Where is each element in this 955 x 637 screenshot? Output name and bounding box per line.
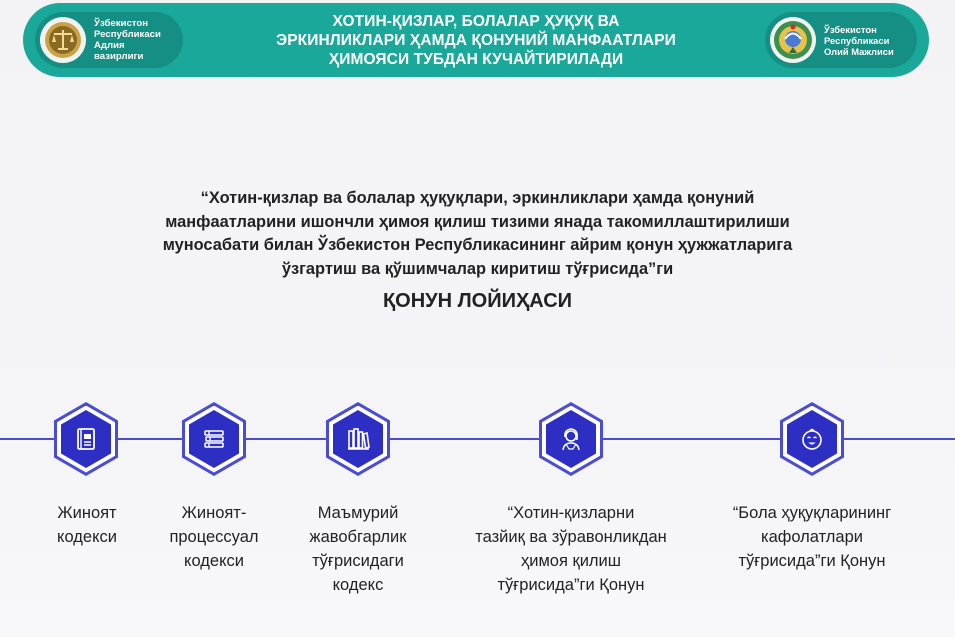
stacked-books-icon: [189, 410, 239, 468]
item-label-criminal-code: Жиноят кодекси: [57, 504, 117, 546]
woman-icon: [546, 410, 596, 468]
law-book-icon: [61, 410, 111, 468]
item-label-criminal-procedure-code: Жиноят- процессуал кодекси: [169, 504, 259, 570]
page-title: ҚОНУН ЛОЙИҲАСИ: [382, 290, 573, 312]
item-label-child-rights-law: “Бола ҳуқуқларининг кафолатлари тўғрисида”ги Қонун: [732, 504, 892, 570]
women-protection-law-hexagon: [539, 402, 603, 476]
criminal-procedure-code-hexagon: [182, 402, 246, 476]
item-label-administrative-code: Маъмурий жавобгарлик тўғрисидаги кодекс: [309, 504, 407, 594]
state-emblem-icon: [770, 17, 816, 63]
child-rights-law-hexagon: [780, 402, 844, 476]
header-banner: [23, 3, 929, 77]
oliy-majlis-badge: [765, 12, 917, 68]
scales-emblem-icon: [40, 17, 86, 63]
ministry-of-justice-badge: [35, 12, 183, 68]
child-face-icon: [787, 410, 837, 468]
banner-title: ХОТИН-ҚИЗЛАР, БОЛАЛАР ҲУҚУҚ ВА ЭРКИНЛИКЛАРИ ҲАМДА ҚОНУНИЙ МАНФААТЛАРИ ҲИМОЯСИ ТУБДАН КУЧАЙТИРИЛАДИ: [276, 13, 676, 68]
law-description: “Хотин-қизлар ва болалар ҳуқуқлари, эркинликлари ҳамда қонуний манфаатларини ишончли ҳимоя қилиш тизими янада такомиллаштирилиши муносабати билан Ўзбекистон Республикасининг айрим қонун ҳужжатларига ўзгартиш ва қўшимчалар киритиш тўғрисида”ги: [162, 189, 793, 278]
bookshelf-icon: [333, 410, 383, 468]
ministry-name: Ўзбекистон Республикаси Адлия вазирлиги: [94, 18, 161, 62]
item-label-women-protection-law: “Хотин-қизларни тазйиқ ва зўравонликдан ҳимоя қилиш тўғрисида”ги Қонун: [475, 504, 667, 594]
parliament-name: Ўзбекистон Республикаси Олий Мажлиси: [824, 23, 894, 57]
administrative-code-hexagon: [326, 402, 390, 476]
criminal-code-hexagon: [54, 402, 118, 476]
